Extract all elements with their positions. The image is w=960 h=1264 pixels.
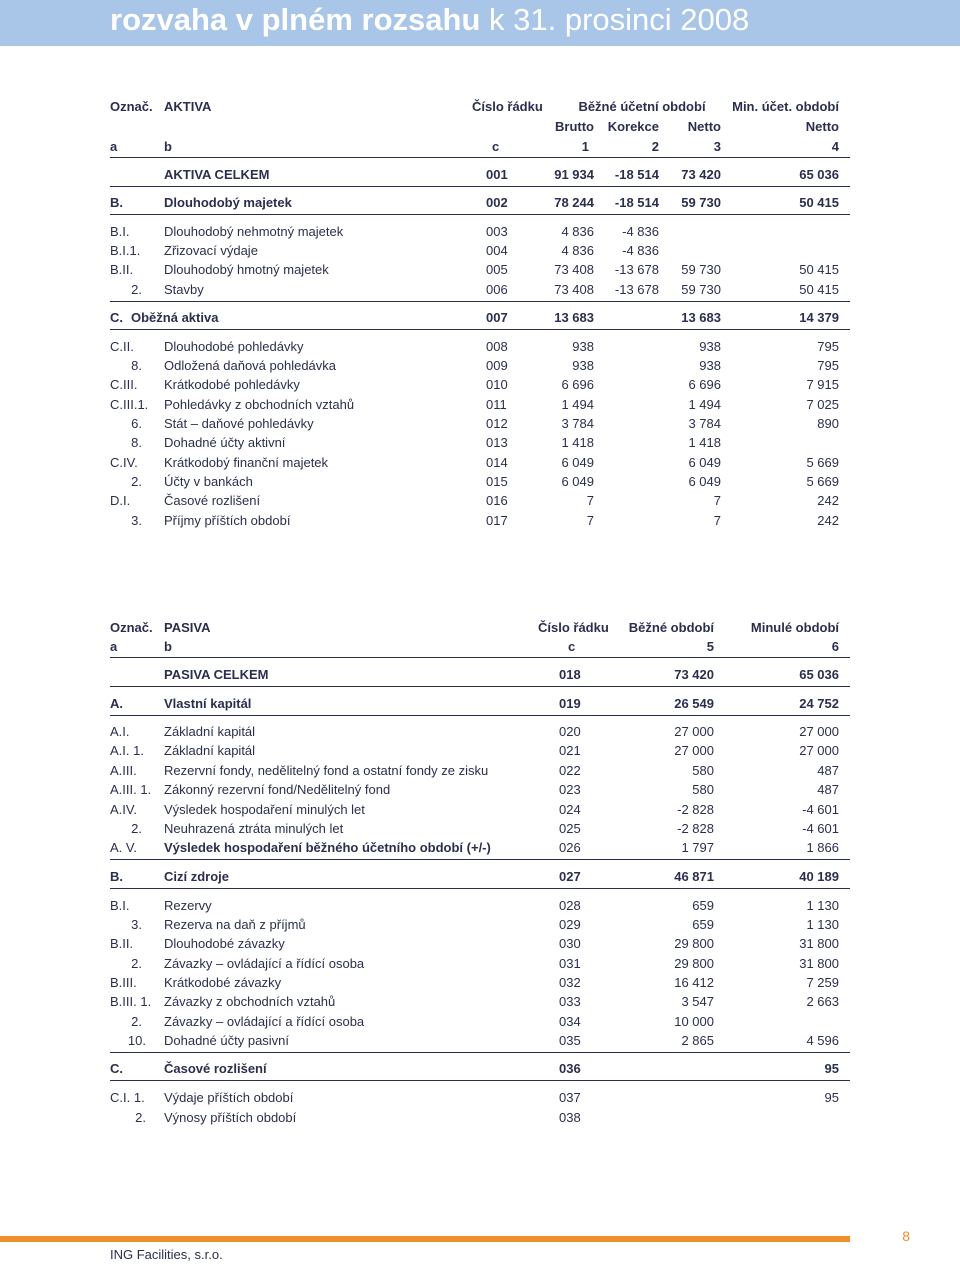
- row-code: 2.: [131, 956, 142, 971]
- row-current: -2 828: [677, 821, 714, 836]
- row-netto: 13 683: [681, 310, 721, 325]
- row-name: Základní kapitál: [164, 724, 256, 739]
- row-name: Vlastní kapitál: [164, 696, 252, 711]
- row-line: 024: [559, 802, 581, 817]
- row-line: 028: [559, 898, 581, 913]
- row-korekce: -4 836: [622, 243, 659, 258]
- row-name: Časové rozlišení: [164, 1061, 267, 1076]
- row-divider: [110, 888, 850, 889]
- row-code: C.IV.: [110, 455, 138, 470]
- row-name: Stát – daňové pohledávky: [164, 416, 314, 431]
- pasiva-row: [0, 1059, 960, 1078]
- pasiva-header-row-2: [0, 637, 960, 656]
- row-line: 002: [486, 195, 508, 210]
- pasiva-header-current: Běžné období: [628, 620, 714, 635]
- row-netto: 7: [713, 513, 721, 528]
- row-name: Dlouhodobé závazky: [164, 936, 285, 951]
- row-line: 021: [559, 743, 581, 758]
- page-title: [110, 0, 749, 42]
- row-prev: 31 800: [799, 936, 839, 951]
- row-prev: 242: [817, 513, 839, 528]
- aktiva-row: [0, 308, 960, 327]
- row-prev: 27 000: [799, 724, 839, 739]
- row-netto: 938: [699, 358, 721, 373]
- row-code: 2.: [131, 282, 142, 297]
- row-line: 013: [486, 435, 508, 450]
- row-korekce: -18 514: [614, 167, 659, 182]
- row-current: 659: [692, 917, 714, 932]
- row-line: 011: [486, 397, 507, 412]
- aktiva-header-divider: [110, 157, 850, 158]
- row-divider: [110, 214, 850, 215]
- row-name: Rezervní fondy, nedělitelný fond a ostatní fondy ze zisku: [164, 763, 489, 778]
- pasiva-row: [0, 800, 960, 819]
- row-netto: 1 418: [688, 435, 721, 450]
- row-prev: 7 915: [806, 377, 839, 392]
- row-name: AKTIVA CELKEM: [164, 167, 270, 182]
- pasiva-row: [0, 896, 960, 915]
- row-current: 3 547: [681, 994, 714, 1009]
- row-code: 2.: [131, 1014, 142, 1029]
- row-brutto: 4 836: [561, 243, 594, 258]
- row-code: A.III. 1.: [110, 782, 152, 797]
- pasiva-row: [0, 722, 960, 741]
- row-prev: 487: [817, 782, 839, 797]
- row-name: Dlouhodobý nehmotný majetek: [164, 224, 344, 239]
- row-code: B.III. 1.: [110, 994, 152, 1009]
- row-brutto: 7: [586, 493, 594, 508]
- row-brutto: 91 934: [554, 167, 594, 182]
- aktiva-row: [0, 395, 960, 414]
- row-korekce: -18 514: [614, 195, 659, 210]
- row-prev: 4 596: [806, 1033, 839, 1048]
- aktiva-col-c: c: [492, 139, 500, 154]
- row-current: 29 800: [674, 956, 714, 971]
- row-prev: 795: [817, 358, 839, 373]
- row-line: 020: [559, 724, 581, 739]
- pasiva-row: [0, 1108, 960, 1127]
- footer-bar: [0, 1236, 850, 1242]
- row-name: Dlouhodobý hmotný majetek: [164, 262, 329, 277]
- row-line: 034: [559, 1014, 581, 1029]
- footer-company: ING Facilities, s.r.o.: [110, 1247, 223, 1262]
- row-prev: 95: [824, 1061, 839, 1076]
- aktiva-row: [0, 222, 960, 241]
- row-netto: 6 696: [688, 377, 721, 392]
- aktiva-header-netto: Netto: [687, 119, 721, 134]
- aktiva-row: [0, 260, 960, 279]
- row-brutto: 1 494: [561, 397, 594, 412]
- pasiva-row: [0, 1088, 960, 1107]
- pasiva-row: [0, 819, 960, 838]
- row-name: Cizí zdroje: [164, 869, 230, 884]
- row-code: A.IV.: [110, 802, 137, 817]
- row-divider: [110, 301, 850, 302]
- pasiva-row: [0, 665, 960, 684]
- row-line: 029: [559, 917, 581, 932]
- pasiva-col-c: c: [568, 639, 576, 654]
- row-prev: 40 189: [799, 869, 839, 884]
- aktiva-col-2: 2: [651, 139, 659, 154]
- row-brutto: 73 408: [554, 262, 594, 277]
- row-netto: 59 730: [681, 262, 721, 277]
- row-code: B.II.: [110, 262, 134, 277]
- aktiva-row: [0, 337, 960, 356]
- aktiva-header-row-2: [0, 117, 960, 136]
- row-name: Neuhrazená ztráta minulých let: [164, 821, 344, 836]
- row-prev: 65 036: [799, 667, 839, 682]
- row-divider: [110, 1052, 850, 1053]
- aktiva-row: [0, 433, 960, 452]
- row-brutto: 13 683: [554, 310, 594, 325]
- row-line: 003: [486, 224, 508, 239]
- row-brutto: 73 408: [554, 282, 594, 297]
- pasiva-row: [0, 780, 960, 799]
- row-prev: -4 601: [802, 802, 839, 817]
- row-code: C.: [110, 310, 123, 325]
- row-name: Stavby: [164, 282, 204, 297]
- aktiva-row: [0, 472, 960, 491]
- row-code: C.III.1.: [110, 397, 149, 412]
- row-divider: [110, 715, 850, 716]
- row-code: 2.: [135, 1110, 146, 1125]
- row-code: C.I. 1.: [110, 1090, 145, 1105]
- row-brutto: 6 696: [561, 377, 594, 392]
- row-line: 037: [559, 1090, 581, 1105]
- aktiva-row: [0, 356, 960, 375]
- row-netto: 938: [699, 339, 721, 354]
- row-line: 007: [486, 310, 508, 325]
- row-line: 035: [559, 1033, 581, 1048]
- row-divider: [110, 686, 850, 687]
- row-name: Výnosy příštích období: [164, 1110, 297, 1125]
- aktiva-header-line: Číslo řádku: [472, 99, 543, 114]
- row-line: 030: [559, 936, 581, 951]
- row-netto: 6 049: [688, 455, 721, 470]
- aktiva-header-prev-netto: Netto: [805, 119, 839, 134]
- row-name: Výsledek hospodaření běžného účetního období (+/-): [164, 840, 491, 855]
- row-line: 033: [559, 994, 581, 1009]
- row-code: D.I.: [110, 493, 131, 508]
- aktiva-header-code: Označ.: [110, 99, 153, 114]
- row-line: 012: [486, 416, 508, 431]
- pasiva-header-code: Označ.: [110, 620, 153, 635]
- aktiva-col-1: 1: [581, 139, 589, 154]
- row-prev: 795: [817, 339, 839, 354]
- row-brutto: 6 049: [561, 455, 594, 470]
- row-brutto: 78 244: [554, 195, 594, 210]
- row-current: 659: [692, 898, 714, 913]
- row-line: 008: [486, 339, 508, 354]
- row-name: Pohledávky z obchodních vztahů: [164, 397, 355, 412]
- row-code: A.I. 1.: [110, 743, 144, 758]
- row-name: Rezervy: [164, 898, 212, 913]
- pasiva-row: [0, 838, 960, 857]
- aktiva-row: [0, 375, 960, 394]
- row-netto: 7: [713, 493, 721, 508]
- row-prev: 50 415: [799, 282, 839, 297]
- row-name: Zřizovací výdaje: [164, 243, 258, 258]
- row-brutto: 3 784: [561, 416, 594, 431]
- pasiva-row: [0, 954, 960, 973]
- row-name: Závazky – ovládající a řídící osoba: [164, 956, 365, 971]
- row-prev: -4 601: [802, 821, 839, 836]
- pasiva-col-b: b: [164, 639, 172, 654]
- pasiva-row: [0, 741, 960, 760]
- row-korekce: -13 678: [614, 262, 659, 277]
- aktiva-row: [0, 241, 960, 260]
- aktiva-header-current: Běžné účetní období: [578, 99, 706, 114]
- row-current: 16 412: [674, 975, 714, 990]
- pasiva-row: [0, 1012, 960, 1031]
- row-name: Příjmy příštích období: [164, 513, 291, 528]
- aktiva-col-a: a: [110, 139, 118, 154]
- row-current: 580: [692, 763, 714, 778]
- row-line: 004: [486, 243, 508, 258]
- title-date: k 31. prosinci 2008: [489, 2, 750, 37]
- row-prev: 27 000: [799, 743, 839, 758]
- row-line: 023: [559, 782, 581, 797]
- row-prev: 24 752: [799, 696, 839, 711]
- row-code: 10.: [127, 1033, 146, 1048]
- pasiva-col-6: 6: [831, 639, 839, 654]
- row-current: -2 828: [677, 802, 714, 817]
- row-netto: 59 730: [681, 195, 721, 210]
- row-line: 009: [486, 358, 508, 373]
- row-prev: 50 415: [799, 262, 839, 277]
- row-line: 010: [486, 377, 508, 392]
- row-brutto: 4 836: [561, 224, 594, 239]
- row-code: B.I.: [110, 898, 130, 913]
- aktiva-row: [0, 511, 960, 530]
- row-current: 10 000: [674, 1014, 714, 1029]
- row-code: C.II.: [110, 339, 134, 354]
- row-netto: 1 494: [688, 397, 721, 412]
- row-line: 006: [486, 282, 508, 297]
- aktiva-row: [0, 453, 960, 472]
- row-line: 025: [559, 821, 581, 836]
- row-prev: 1 866: [806, 840, 839, 855]
- row-current: 1 797: [681, 840, 714, 855]
- aktiva-row: [0, 280, 960, 299]
- row-name: Závazky – ovládající a řídící osoba: [164, 1014, 365, 1029]
- pasiva-header-line: Číslo řádku: [538, 620, 609, 635]
- row-current: 580: [692, 782, 714, 797]
- row-line: 027: [559, 869, 581, 884]
- row-code: 3.: [131, 917, 142, 932]
- row-prev: 890: [817, 416, 839, 431]
- pasiva-row: [0, 992, 960, 1011]
- row-prev: 95: [824, 1090, 839, 1105]
- row-brutto: 938: [572, 358, 594, 373]
- row-code: B.: [110, 869, 123, 884]
- row-code: A.: [110, 696, 123, 711]
- row-name: PASIVA CELKEM: [164, 667, 269, 682]
- row-name: Rezerva na daň z příjmů: [164, 917, 306, 932]
- row-code: C.: [110, 1061, 123, 1076]
- row-line: 015: [486, 474, 508, 489]
- pasiva-row: [0, 973, 960, 992]
- row-name: Dlouhodobé pohledávky: [164, 339, 304, 354]
- row-current: 26 549: [674, 696, 714, 711]
- row-current: 46 871: [674, 869, 714, 884]
- row-current: 2 865: [681, 1033, 714, 1048]
- pasiva-header-row-1: [0, 618, 960, 637]
- row-name: Dohadné účty pasivní: [164, 1033, 290, 1048]
- row-netto: 6 049: [688, 474, 721, 489]
- row-code: 6.: [131, 416, 142, 431]
- row-name: Oběžná aktiva: [131, 310, 219, 325]
- pasiva-header-name: PASIVA: [164, 620, 211, 635]
- row-brutto: 1 418: [561, 435, 594, 450]
- aktiva-row: [0, 165, 960, 184]
- row-brutto: 7: [586, 513, 594, 528]
- pasiva-row: [0, 761, 960, 780]
- row-prev: 1 130: [806, 917, 839, 932]
- row-code: 8.: [131, 435, 142, 450]
- row-line: 019: [559, 696, 581, 711]
- row-current: 27 000: [674, 724, 714, 739]
- row-line: 031: [559, 956, 581, 971]
- row-divider: [110, 1080, 850, 1081]
- row-prev: 65 036: [799, 167, 839, 182]
- row-line: 017: [486, 513, 508, 528]
- aktiva-header-prev: Min. účet. období: [732, 99, 839, 114]
- pasiva-row: [0, 867, 960, 886]
- row-netto: 3 784: [688, 416, 721, 431]
- row-name: Krátkodobý finanční majetek: [164, 455, 329, 470]
- row-name: Dohadné účty aktivní: [164, 435, 286, 450]
- pasiva-header-prev: Minulé období: [750, 620, 839, 635]
- row-code: B.I.1.: [110, 243, 141, 258]
- row-code: A.III.: [110, 763, 137, 778]
- row-name: Zákonný rezervní fond/Nedělitelný fond: [164, 782, 391, 797]
- row-prev: 5 669: [806, 474, 839, 489]
- aktiva-row: [0, 491, 960, 510]
- row-current: 29 800: [674, 936, 714, 951]
- row-prev: 487: [817, 763, 839, 778]
- row-divider: [110, 186, 850, 187]
- aktiva-header-row-3: [0, 137, 960, 156]
- row-prev: 31 800: [799, 956, 839, 971]
- page-number: 8: [902, 1228, 910, 1244]
- row-korekce: -13 678: [614, 282, 659, 297]
- row-prev: 1 130: [806, 898, 839, 913]
- row-prev: 14 379: [799, 310, 839, 325]
- aktiva-row: [0, 414, 960, 433]
- row-divider: [110, 329, 850, 330]
- row-name: Dlouhodobý majetek: [164, 195, 292, 210]
- title-main: rozvaha v plném rozsahu: [110, 2, 481, 37]
- row-brutto: 6 049: [561, 474, 594, 489]
- row-line: 014: [486, 455, 508, 470]
- row-code: B.III.: [110, 975, 137, 990]
- row-name: Závazky z obchodních vztahů: [164, 994, 336, 1009]
- row-name: Časové rozlišení: [164, 493, 261, 508]
- aktiva-header-korekce: Korekce: [607, 119, 659, 134]
- aktiva-header-brutto: Brutto: [555, 119, 594, 134]
- aktiva-col-3: 3: [713, 139, 721, 154]
- row-line: 018: [559, 667, 581, 682]
- row-line: 032: [559, 975, 581, 990]
- row-korekce: -4 836: [622, 224, 659, 239]
- row-code: B.II.: [110, 936, 134, 951]
- row-prev: 7 259: [806, 975, 839, 990]
- aktiva-header-name: AKTIVA: [164, 99, 212, 114]
- row-code: A. V.: [110, 840, 137, 855]
- row-code: 3.: [131, 513, 142, 528]
- row-code: 2.: [131, 821, 142, 836]
- row-netto: 59 730: [681, 282, 721, 297]
- row-prev: 7 025: [806, 397, 839, 412]
- row-prev: 5 669: [806, 455, 839, 470]
- row-code: B.: [110, 195, 123, 210]
- row-name: Krátkodobé závazky: [164, 975, 282, 990]
- row-line: 022: [559, 763, 581, 778]
- row-prev: 242: [817, 493, 839, 508]
- row-name: Výdaje příštích období: [164, 1090, 294, 1105]
- aktiva-header-row-1: [0, 97, 960, 116]
- row-line: 001: [486, 167, 508, 182]
- row-line: 036: [559, 1061, 581, 1076]
- row-code: 8.: [131, 358, 142, 373]
- pasiva-col-a: a: [110, 639, 118, 654]
- row-current: 27 000: [674, 743, 714, 758]
- pasiva-row: [0, 934, 960, 953]
- row-name: Odložená daňová pohledávka: [164, 358, 337, 373]
- row-current: 73 420: [674, 667, 714, 682]
- row-code: C.III.: [110, 377, 138, 392]
- row-name: Krátkodobé pohledávky: [164, 377, 300, 392]
- row-code: B.I.: [110, 224, 130, 239]
- row-code: 2.: [131, 474, 142, 489]
- row-prev: 50 415: [799, 195, 839, 210]
- pasiva-row: [0, 915, 960, 934]
- row-brutto: 938: [572, 339, 594, 354]
- aktiva-col-4: 4: [831, 139, 839, 154]
- row-line: 038: [559, 1110, 581, 1125]
- row-netto: 73 420: [681, 167, 721, 182]
- row-line: 026: [559, 840, 581, 855]
- row-name: Základní kapitál: [164, 743, 256, 758]
- row-prev: 2 663: [806, 994, 839, 1009]
- row-line: 016: [486, 493, 508, 508]
- pasiva-col-5: 5: [706, 639, 714, 654]
- pasiva-row: [0, 1031, 960, 1050]
- pasiva-header-divider: [110, 657, 850, 658]
- aktiva-col-b: b: [164, 139, 172, 154]
- row-code: A.I.: [110, 724, 130, 739]
- pasiva-row: [0, 694, 960, 713]
- row-name: Účty v bankách: [164, 474, 253, 489]
- aktiva-row: [0, 193, 960, 212]
- row-name: Výsledek hospodaření minulých let: [164, 802, 365, 817]
- row-line: 005: [486, 262, 508, 277]
- row-divider: [110, 859, 850, 860]
